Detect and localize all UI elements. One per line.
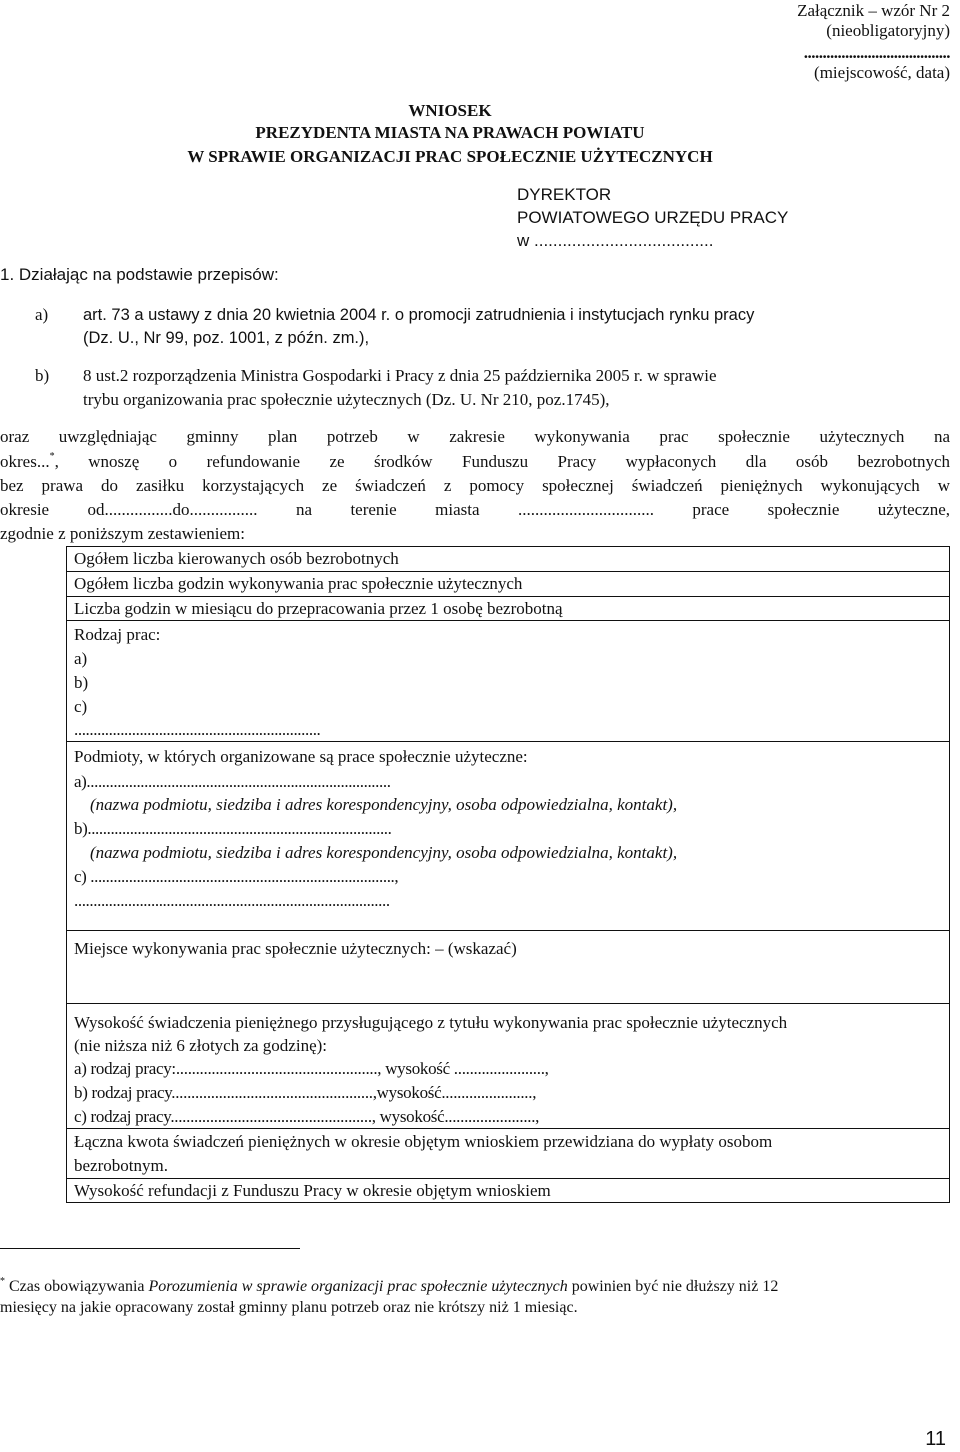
entity-dots: .................................................................................. — [74, 891, 390, 910]
benefit-total-line-2: bezrobotnym. — [74, 1156, 168, 1175]
row-total-persons: Ogółem liczba kierowanych osób bezrobotnych — [74, 549, 399, 568]
item-b-line-1: 8 ust.2 rozporządzenia Ministra Gospodarki i Pracy z dnia 25 października 2005 r. w sprawie — [83, 366, 717, 385]
title-line-3: W SPRAWIE ORGANIZACJI PRAC SPOŁECZNIE UŻYTECZNYCH — [187, 147, 713, 166]
item-a-line-1: art. 73 a ustawy z dnia 20 kwietnia 2004 r. o promocji zatrudnienia i instytucjach rynku pracy — [83, 306, 755, 324]
optional-label: (nieobligatoryjny) — [826, 21, 950, 40]
entity-a: a)............................................................................... — [74, 772, 391, 791]
row-total-hours: Ogółem liczba godzin wykonywania prac społecznie użytecznych — [74, 574, 523, 593]
footnote-separator — [0, 1248, 300, 1249]
entities-label: Podmioty, w których organizowane są prace społecznie użyteczne: — [74, 747, 528, 766]
benefit-line-2: (nie niższa niż 6 złotych za godzinę): — [74, 1036, 327, 1055]
body-line-4: okresie od................do................ na terenie miasta ................................ prace społecznie użyteczne, — [0, 500, 950, 519]
place-of-work-label: Miejsce wykonywania prac społecznie użytecznych: – (wskazać) — [74, 939, 517, 958]
work-type-dots: ................................................................ — [74, 720, 321, 739]
row-monthly-hours: Liczba godzin w miesiącu do przepracowania przez 1 osobę bezrobotną — [74, 599, 563, 618]
place-date-label: (miejscowość, data) — [814, 63, 950, 82]
item-a-marker: a) — [35, 305, 49, 324]
attachment-label: Załącznik – wzór Nr 2 — [797, 1, 950, 20]
place-date-dots: ....................................... — [803, 43, 950, 62]
addressee-line-1: DYREKTOR — [517, 185, 612, 204]
work-types-label: Rodzaj prac: — [74, 625, 161, 644]
addressee-line-3: w ...................................... — [517, 231, 714, 250]
divider — [66, 1178, 950, 1179]
page-number: 11 — [925, 1428, 946, 1450]
item-a-line-2: (Dz. U., Nr 99, poz. 1001, z późn. zm.), — [83, 329, 370, 347]
footnote-line-2: miesięcy na jakie opracowany został gminny planu potrzeb oraz nie krótszy niż 1 miesiąc. — [0, 1299, 578, 1316]
divider — [66, 1128, 950, 1129]
work-type-a: a) — [74, 649, 88, 668]
refund-amount-label: Wysokość refundacji z Funduszu Pracy w okresie objętym wnioskiem — [74, 1181, 551, 1200]
work-type-c: c) — [74, 697, 88, 716]
section-1-heading: 1. Działając na podstawie przepisów: — [0, 265, 279, 284]
addressee-line-2: POWIATOWEGO URZĘDU PRACY — [517, 208, 789, 227]
entity-a-note: (nazwa podmiotu, siedziba i adres korespondencyjny, osoba odpowiedzialna, kontakt), — [90, 795, 678, 814]
divider — [66, 571, 950, 572]
entity-b: b)............................................................................... — [74, 819, 392, 838]
benefit-total-line-1: Łączna kwota świadczeń pieniężnych w okresie objętym wnioskiem przewidziana do wypłaty osobom — [74, 1132, 773, 1151]
benefit-c: c) rodzaj pracy..................................................., wysokość......................., — [74, 1107, 540, 1126]
body-line-5: zgodnie z poniższym zestawieniem: — [0, 524, 245, 543]
benefit-b: b) rodzaj pracy...................................................,wysokość......................., — [74, 1083, 537, 1102]
item-b-line-2: trybu organizowania prac społecznie użytecznych (Dz. U. Nr 210, poz.1745), — [83, 390, 610, 409]
entity-c: c) ..............................................................................., — [74, 867, 399, 886]
entity-b-note: (nazwa podmiotu, siedziba i adres korespondencyjny, osoba odpowiedzialna, kontakt), — [90, 843, 678, 862]
title-line-1: WNIOSEK — [408, 101, 492, 120]
body-line-1: oraz uwzględniając gminny plan potrzeb w zakresie wykonywania prac społecznie użytecznych na — [0, 427, 950, 446]
divider — [66, 596, 950, 597]
divider — [66, 741, 950, 742]
work-type-b: b) — [74, 673, 89, 692]
item-b-marker: b) — [35, 366, 50, 385]
body-line-2: okres...*, wnoszę o refundowanie ze środków Funduszu Pracy wypłaconych dla osób bezrobotnych — [0, 451, 950, 471]
title-line-2: PREZYDENTA MIASTA NA PRAWACH POWIATU — [255, 123, 645, 142]
benefit-line-1: Wysokość świadczenia pieniężnego przysługującego z tytułu wykonywania prac społecznie użytecznych — [74, 1013, 788, 1032]
footnote-line-1: * Czas obowiązywania Porozumienia w sprawie organizacji prac społecznie użytecznych powinien być nie dłuższy niż 12 — [0, 1275, 779, 1295]
body-line-3: bez prawa do zasiłku korzystających ze świadczeń z pomocy społecznej świadczeń pieniężnych wykonujących w — [0, 476, 950, 495]
benefit-a: a) rodzaj pracy:..................................................., wysokość ......................., — [74, 1059, 549, 1078]
